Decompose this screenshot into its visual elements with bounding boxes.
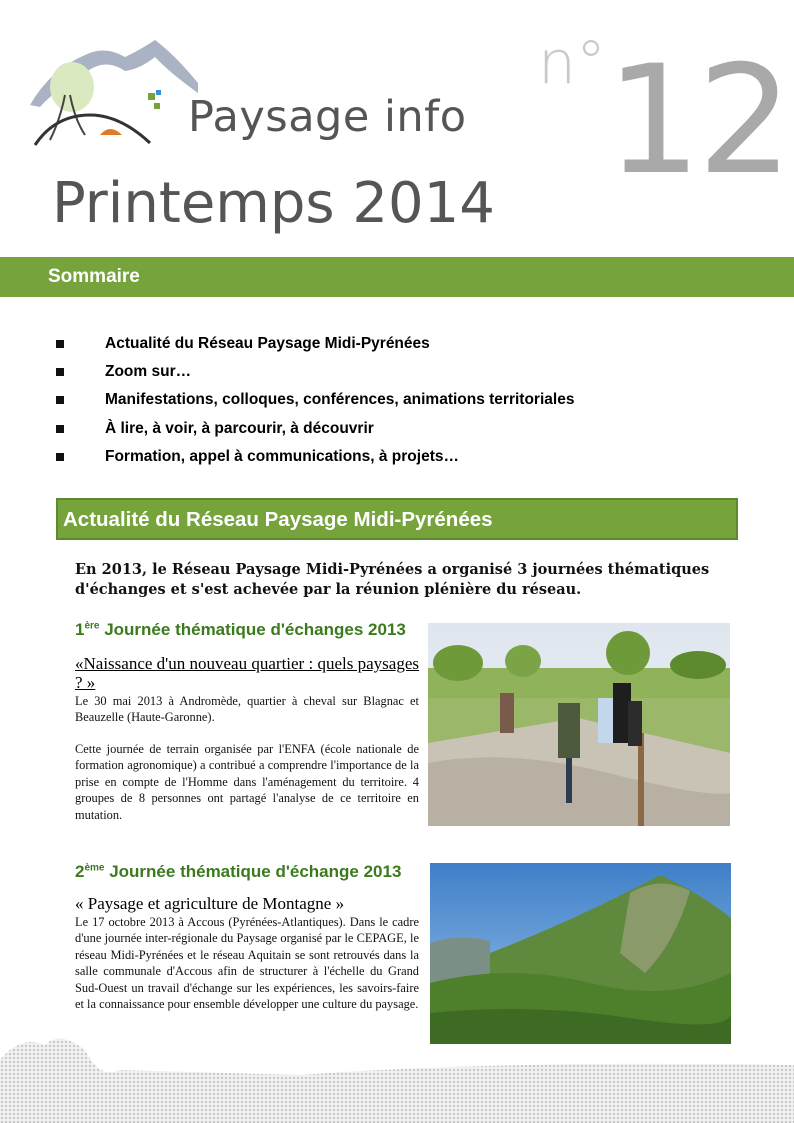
journee-1-heading xyxy=(75,620,406,640)
journee-2-heading-text: Journée thématique d'échange 2013 xyxy=(104,862,402,881)
journee-2-event-title: « Paysage et agriculture de Montagne » xyxy=(75,894,345,913)
journee-2-heading xyxy=(75,862,401,882)
toc-item[interactable] xyxy=(56,443,756,471)
toc-item-label: À lire, à voir, à parcourir, à découvrir xyxy=(105,419,374,437)
journee-2-ordinal-suffix: ème xyxy=(84,862,105,874)
journee-2-ordinal: 2 xyxy=(75,862,85,881)
toc-item[interactable] xyxy=(56,415,756,443)
journee-1-paragraph-1: Le 30 mai 2013 à Andromède, quartier à cheval sur Blagnac et Beauzelle (Haute-Garonne). xyxy=(75,694,419,725)
newsletter-title: Paysage info xyxy=(188,92,467,142)
season-title: Printemps 2014 xyxy=(52,171,495,236)
journee-1-event-title: «Naissance d'un nouveau quartier : quels paysages ? » xyxy=(75,654,419,692)
toc-item-label: Manifestations, colloques, conférences, animations territoriales xyxy=(105,391,575,409)
square-bullet-icon xyxy=(56,425,64,433)
journee-1-heading-text: Journée thématique d'échanges 2013 xyxy=(99,620,406,639)
accous-mountain-photo xyxy=(430,863,731,1044)
section-intro: En 2013, le Réseau Paysage Midi-Pyrénées a organisé 3 journées thématiques d'échanges et s'est achevée par la réunion plénière du réseau. xyxy=(75,561,710,598)
square-bullet-icon xyxy=(56,368,64,376)
toc-item-label: Actualité du Réseau Paysage Midi-Pyrénées xyxy=(105,335,430,353)
paysage-logo xyxy=(30,35,200,150)
section-title: Actualité du Réseau Paysage Midi-Pyrénées xyxy=(63,508,493,531)
journee-1-paragraph-2: Cette journée de terrain organisée par l'ENFA (école nationale de formation agronomique) a contribué a comprendre l'importance de la prise en compte de l'Homme dans l'aménagement du territoire. 4 groupes de 8 personnes ont partagé l'analyse de ce territoire en mutation. xyxy=(75,742,419,822)
toc-item-label: Formation, appel à communications, à projets… xyxy=(105,447,459,465)
table-of-contents xyxy=(56,330,756,471)
toc-item-label: Zoom sur… xyxy=(105,363,192,381)
square-bullet-icon xyxy=(56,396,64,404)
square-bullet-icon xyxy=(56,340,64,348)
toc-item[interactable] xyxy=(56,358,756,386)
toc-item[interactable] xyxy=(56,330,756,358)
andromede-field-visit-photo xyxy=(428,623,730,826)
issue-prefix: n° xyxy=(538,28,607,98)
footer-mountain-pattern xyxy=(0,1020,794,1123)
issue-number: 12 xyxy=(606,34,789,208)
journee-1-ordinal: 1 xyxy=(75,620,85,639)
sommaire-title: Sommaire xyxy=(48,266,140,287)
toc-item[interactable] xyxy=(56,386,756,414)
journee-2-paragraph: Le 17 octobre 2013 à Accous (Pyrénées-Atlantiques). Dans le cadre d'une journée inter-régionale du Paysage organisé par le CEPAGE, le réseau Midi-Pyrénées et le réseau Aquitain se sont retrouvés dans la salle communale d'Accous afin de structurer à l'échelle du Grand Sud-Ouest un travail d'échange sur les expériences, les savoirs-faire et la connaissance pour ensemble développer une culture du paysage. xyxy=(75,915,419,1012)
journee-1-ordinal-suffix: ère xyxy=(84,620,100,632)
square-bullet-icon xyxy=(56,453,64,461)
